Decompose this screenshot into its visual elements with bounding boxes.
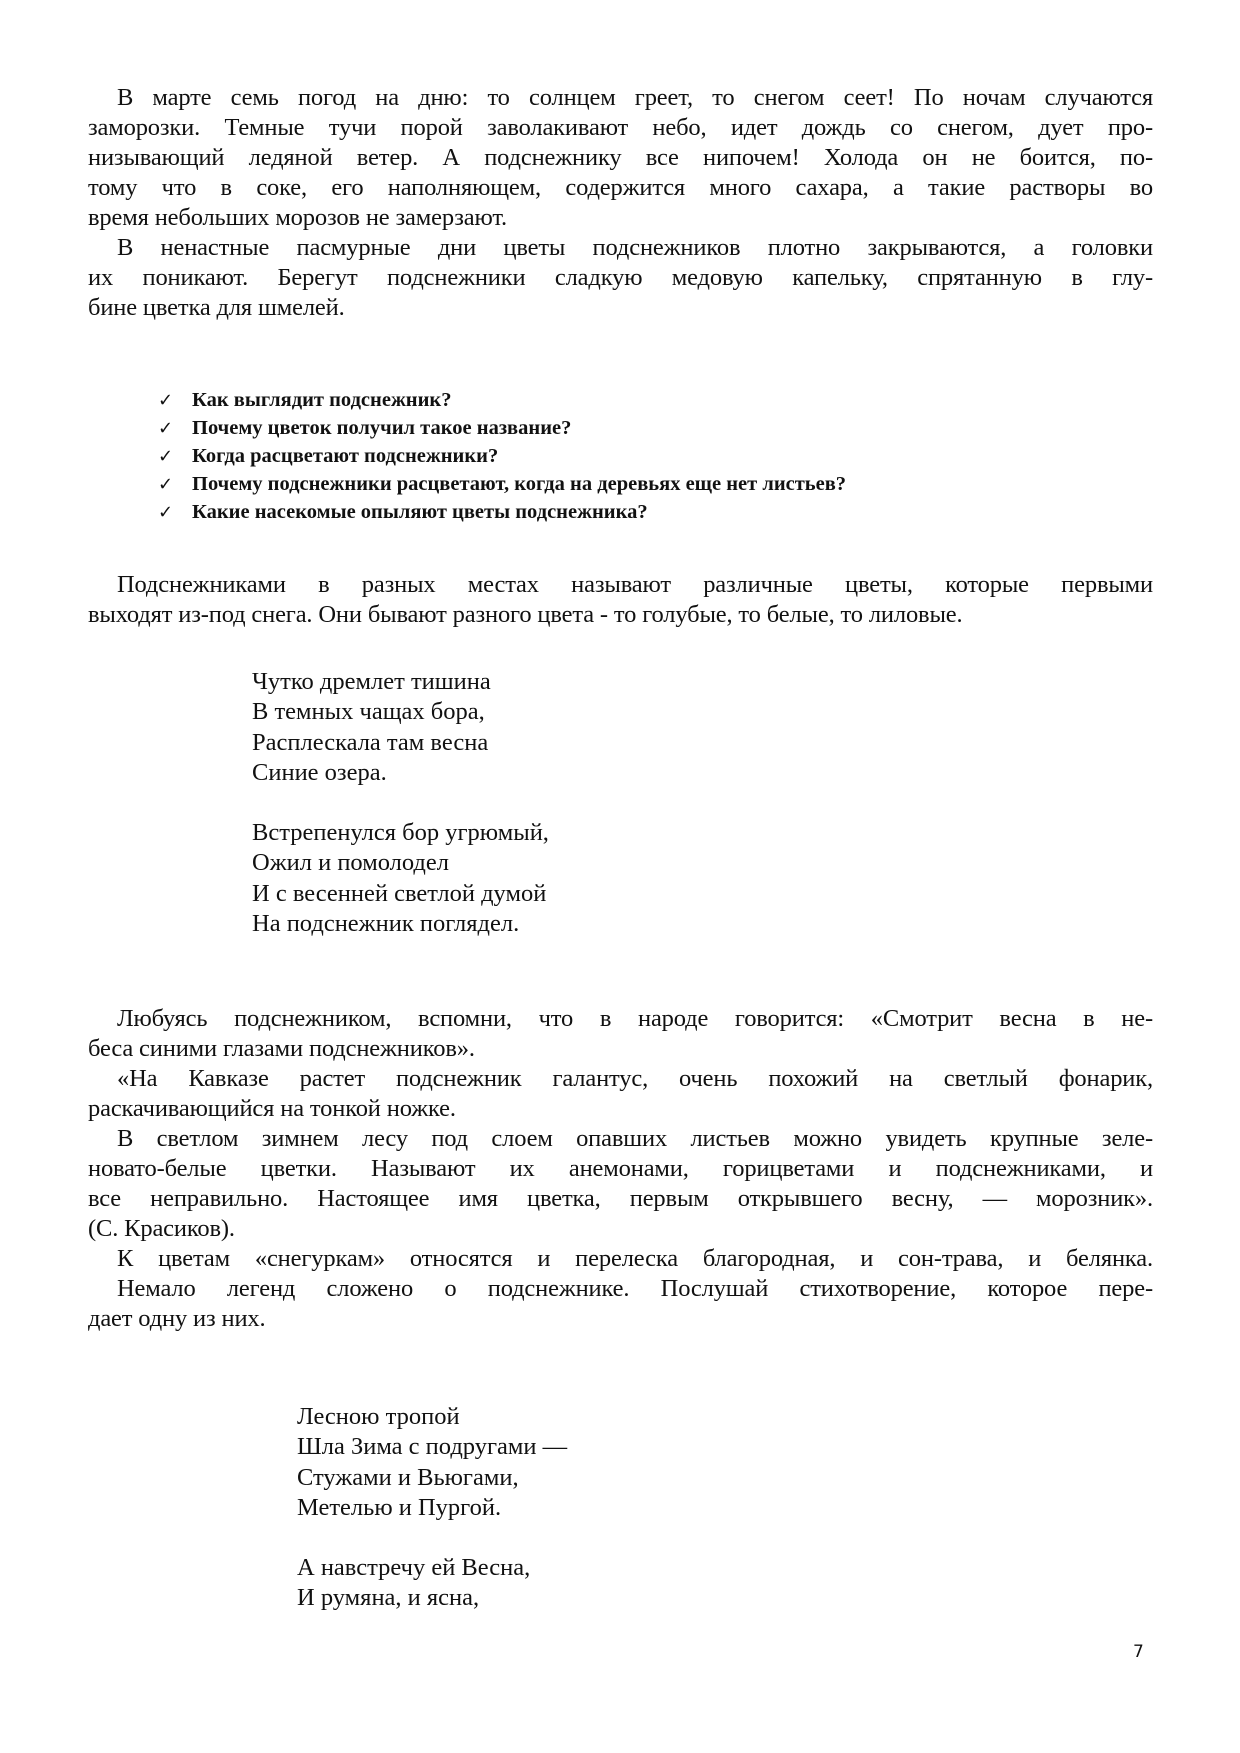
verse-line: Ожил и помолодел <box>252 849 449 877</box>
question-text: Когда расцветают подснежники? <box>192 445 499 467</box>
poem-stanza <box>252 667 549 788</box>
verse-line: И румяна, и ясна, <box>297 1584 480 1612</box>
text-line: бине цветка для шмелей. <box>88 294 345 321</box>
checkmark-icon: ✓ <box>158 474 174 495</box>
question-text: Какие насекомые опыляют цветы подснежника? <box>192 501 648 523</box>
text-line: заморозки. Темные тучи порой заволакивают небо, идет дождь со снегом, дует про- <box>88 114 1153 141</box>
questions-checklist <box>158 386 846 526</box>
text-line: выходят из-под снега. Они бывают разного цвета - то голубые, то белые, то лиловые. <box>88 601 963 628</box>
verse-line: А навстречу ей Весна, <box>297 1554 531 1582</box>
text-line: все неправильно. Настоящее имя цветка, первым открывшего весну, — морозник». <box>88 1185 1153 1212</box>
verse-line: На подснежник поглядел. <box>252 910 520 938</box>
verse-line: В темных чащах бора, <box>252 698 485 726</box>
text-line: новато-белые цветки. Называют их анемонами, горицветами и подснежниками, и <box>88 1155 1153 1182</box>
verse-line: Шла Зима с подругами — <box>297 1433 568 1461</box>
question-item <box>158 414 846 442</box>
verse-line: Стужами и Вьюгами, <box>297 1463 519 1491</box>
text-line: раскачивающийся на тонкой ножке. <box>88 1095 456 1122</box>
text-line: В марте семь погод на дню: то солнцем греет, то снегом сеет! По ночам случаются <box>117 84 1153 111</box>
verse-line: Синие озера. <box>252 758 387 786</box>
text-line: их поникают. Берегут подснежники сладкую медовую капельку, спрятанную в глу- <box>88 264 1153 291</box>
text-line: Подснежниками в разных местах называют различные цветы, которые первыми <box>117 571 1153 598</box>
question-text: Как выглядит подснежник? <box>192 389 452 411</box>
text-line: Немало легенд сложено о подснежнике. Послушай стихотворение, которое пере- <box>117 1275 1153 1302</box>
text-line: время небольших морозов не замерзают. <box>88 204 508 231</box>
poem-stanza <box>297 1402 567 1523</box>
intro-paragraphs <box>88 83 1153 323</box>
question-item <box>158 498 846 526</box>
checkmark-icon: ✓ <box>158 390 174 411</box>
text-line: К цветам «снегуркам» относятся и перелеска благородная, и сон-трава, и белянка. <box>117 1245 1153 1272</box>
checkmark-icon: ✓ <box>158 502 174 523</box>
text-line: В светлом зимнем лесу под слоем опавших листьев можно увидеть крупные зеле- <box>117 1125 1153 1152</box>
verse-line: Лесною тропой <box>297 1403 460 1430</box>
text-line: дает одну из них. <box>88 1305 266 1332</box>
question-item <box>158 470 846 498</box>
verse-line: И с весенней светлой думой <box>252 879 547 907</box>
text-line: Любуясь подснежником, вспомни, что в народе говорится: «Смотрит весна в не- <box>117 1005 1153 1032</box>
page-number: 7 <box>1133 1642 1144 1662</box>
text-line: низывающий ледяной ветер. А подснежнику все нипочем! Холода он не боится, по- <box>88 144 1153 171</box>
text-line: беса синими глазами подснежников». <box>88 1035 475 1062</box>
legends-paragraphs <box>88 1004 1153 1334</box>
text-line: «На Кавказе растет подснежник галантус, очень похожий на светлый фонарик, <box>117 1065 1153 1092</box>
text-line: тому что в соке, его наполняющем, содержится много сахара, а такие растворы во <box>88 174 1153 201</box>
question-text: Почему подснежники расцветают, когда на деревьях еще нет листьев? <box>192 473 847 495</box>
question-item <box>158 442 846 470</box>
poem-stanza <box>297 1553 567 1614</box>
text-line: (С. Красиков). <box>88 1215 235 1242</box>
poem-winter-spring <box>297 1402 567 1644</box>
verse-line: Встрепенулся бор угрюмый, <box>252 819 549 847</box>
verse-line: Расплескала там весна <box>252 728 489 756</box>
question-item <box>158 386 846 414</box>
text-line: В ненастные пасмурные дни цветы подснежников плотно закрываются, а головки <box>117 234 1153 261</box>
snowdrop-names-paragraph <box>88 570 1153 630</box>
verse-line: Чутко дремлет тишина <box>252 668 491 695</box>
poem-forest <box>252 667 549 969</box>
poem-stanza <box>252 818 549 939</box>
checkmark-icon: ✓ <box>158 418 174 439</box>
question-text: Почему цветок получил такое название? <box>192 417 572 439</box>
checkmark-icon: ✓ <box>158 446 174 467</box>
verse-line: Метелью и Пургой. <box>297 1493 502 1521</box>
